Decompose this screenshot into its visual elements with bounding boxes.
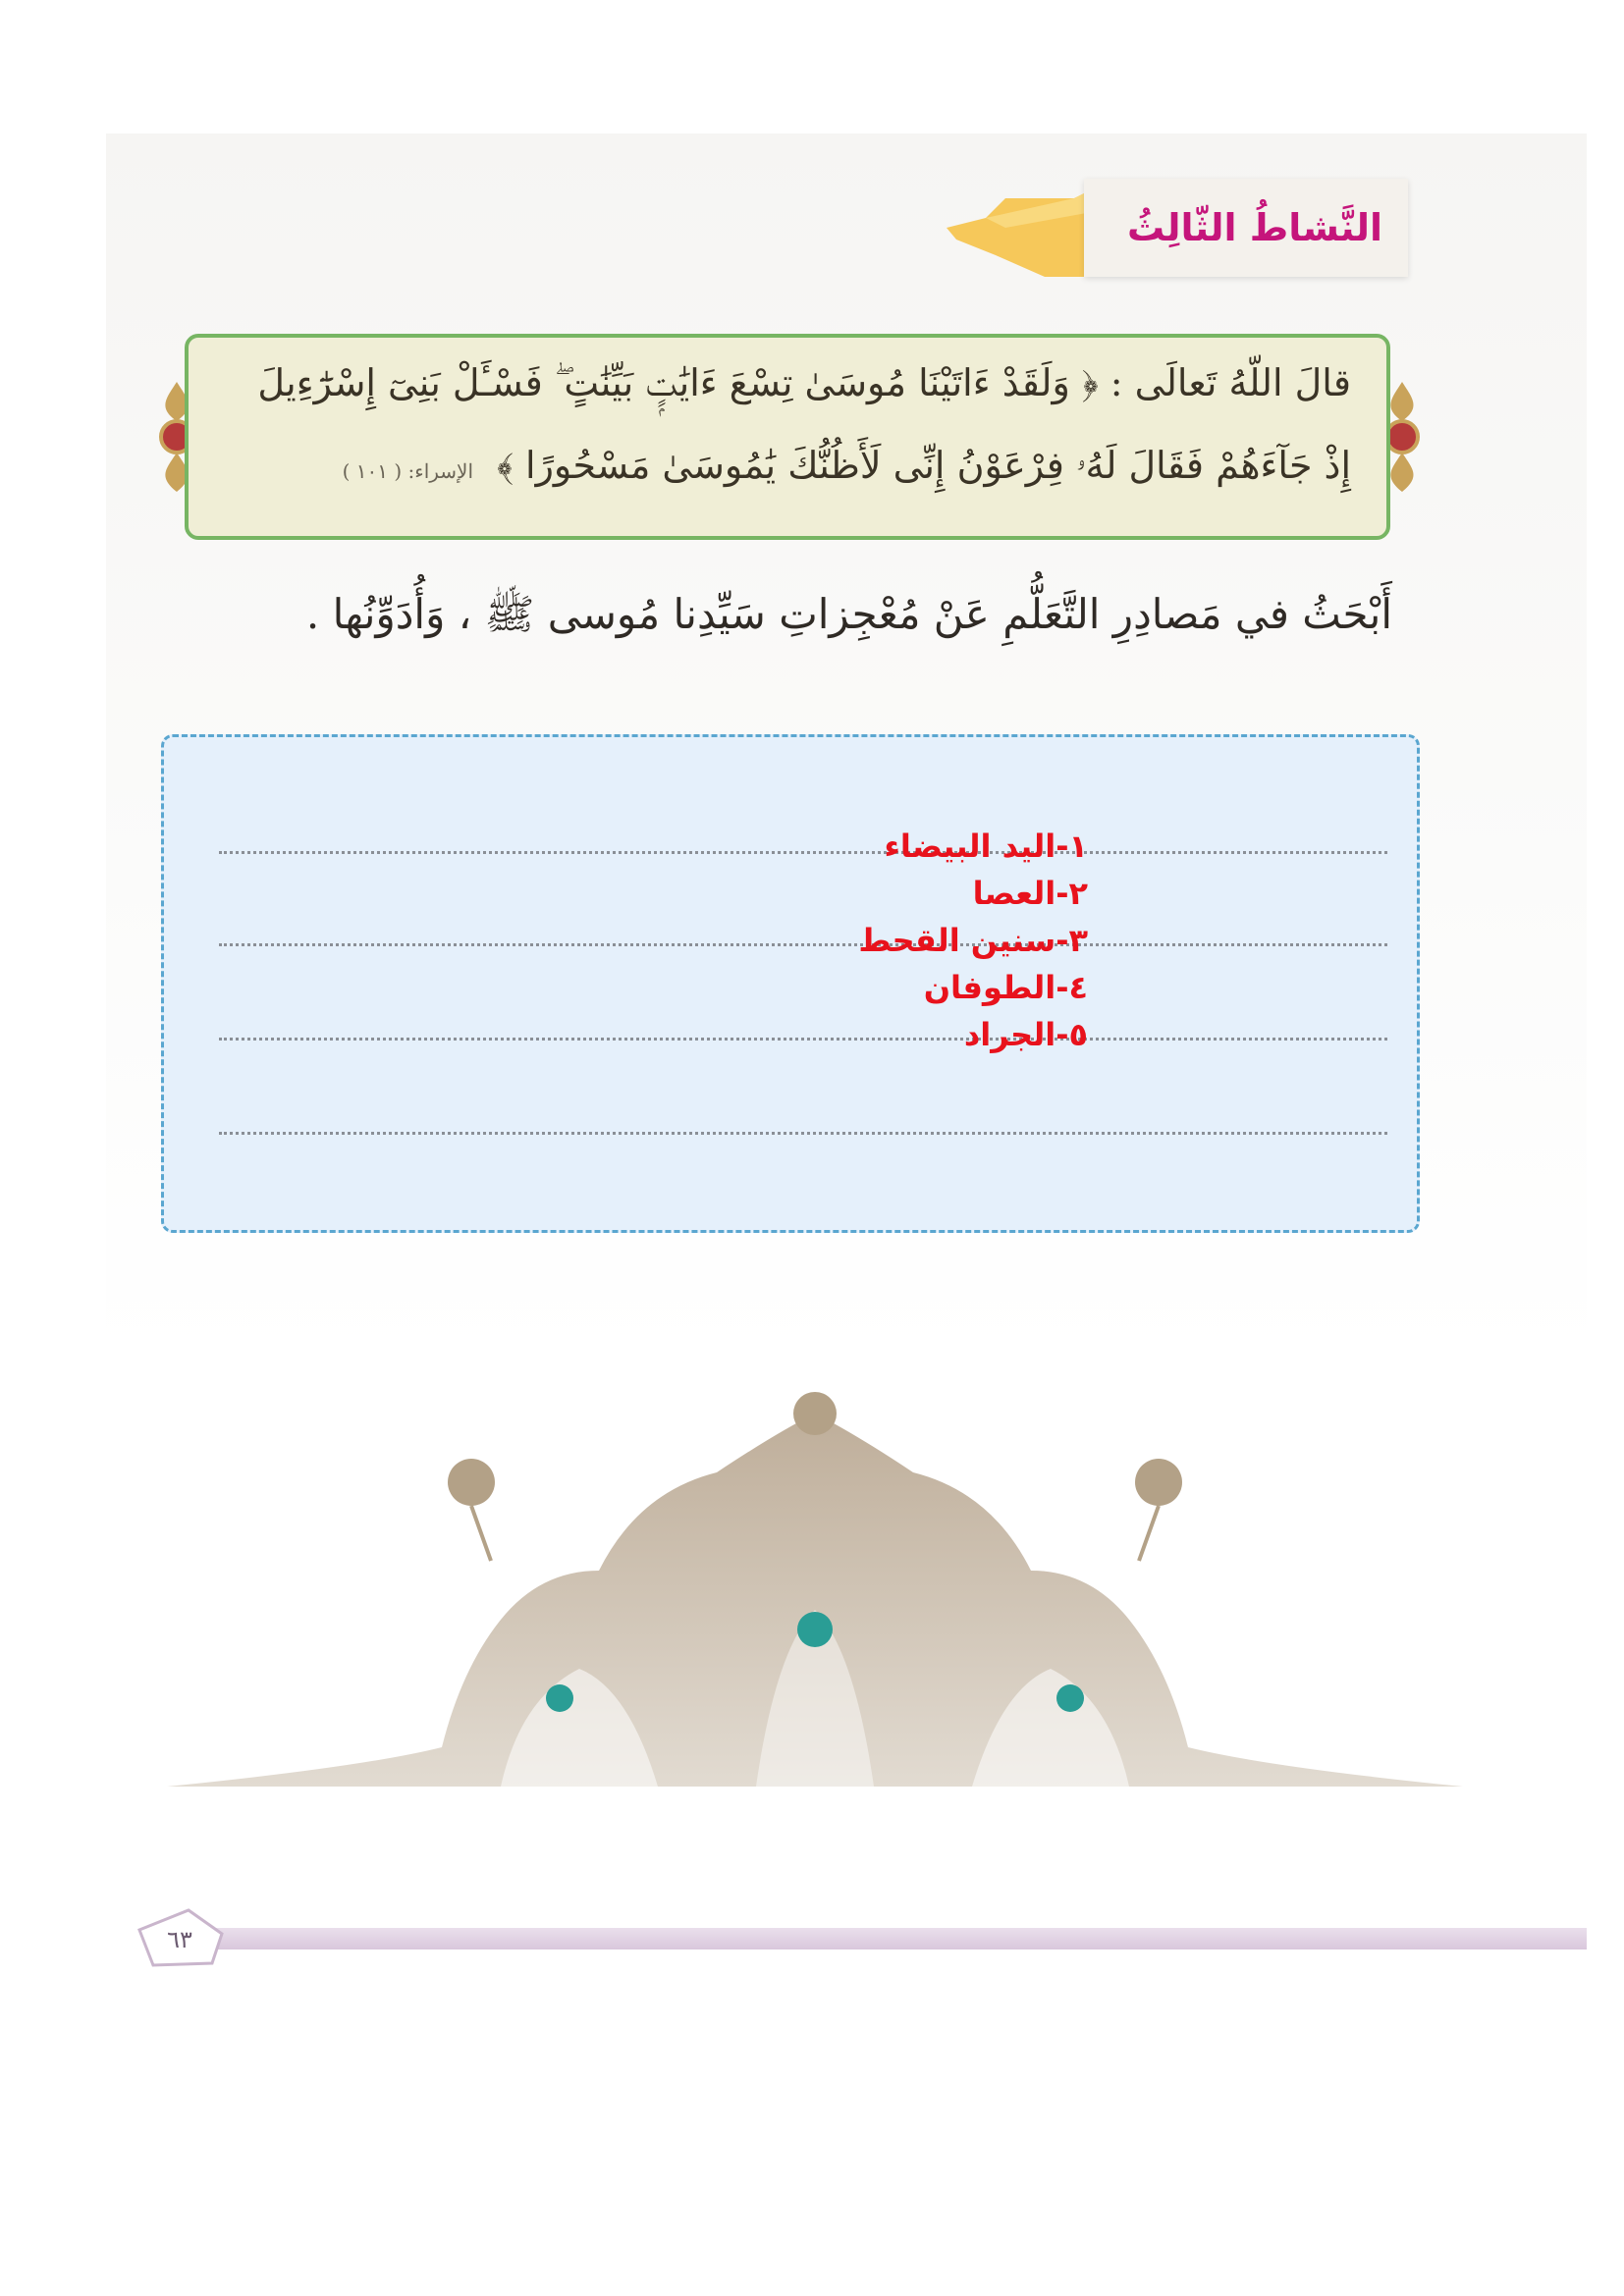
- dotted-line: [219, 1038, 1387, 1041]
- arabesque-ornament-icon: [167, 1374, 1463, 1806]
- answer-item: ٢-العصا: [972, 875, 1088, 912]
- page-number-badge: [134, 1908, 226, 1969]
- answer-item: ٤-الطوفان: [923, 969, 1088, 1006]
- verse-line-2: [343, 444, 1351, 488]
- page-number: ٦٣: [167, 1926, 192, 1953]
- quran-verse-box: [185, 334, 1390, 540]
- dotted-line: [219, 1132, 1387, 1135]
- footer-bar: [192, 1928, 1587, 1949]
- answer-box[interactable]: [161, 734, 1420, 1233]
- verse-line-1: قالَ اللّهُ تَعالَى : ﴿ وَلَقَدْ ءَاتَيْنَا مُوسَىٰ تِسْعَ ءَايَٰتٍۭ بَيِّنَٰتٍ ۖ فَسْـَٔلْ بَنِىٓ إِسْرَٰٓءِيلَ: [257, 361, 1351, 404]
- verse-reference: الإسراء: ( ١٠١ ): [342, 459, 474, 483]
- instruction-text: أَبْحَثُ في مَصادِرِ التَّعَلُّمِ عَنْ مُعْجِزاتِ سَيِّدِنا مُوسى ﷺ ، وَأُدَوِّنُها .: [305, 590, 1392, 638]
- answer-item: ١-اليد البيضاء: [884, 828, 1088, 865]
- activity-title: النَّشاطُ الثّالِثُ: [1126, 206, 1382, 249]
- dotted-line: [219, 943, 1387, 946]
- answer-item: ٣-سنين القحط: [858, 922, 1088, 959]
- answer-item: ٥-الجراد: [963, 1016, 1088, 1053]
- dotted-line: [219, 851, 1387, 854]
- verse-line-2-text: إِذْ جَآءَهُمْ فَقَالَ لَهُۥ فِرْعَوْنُ إِنِّى لَأَظُنُّكَ يَٰمُوسَىٰ مَسْحُورًا ﴾: [497, 444, 1351, 487]
- activity-heading: [927, 179, 1408, 277]
